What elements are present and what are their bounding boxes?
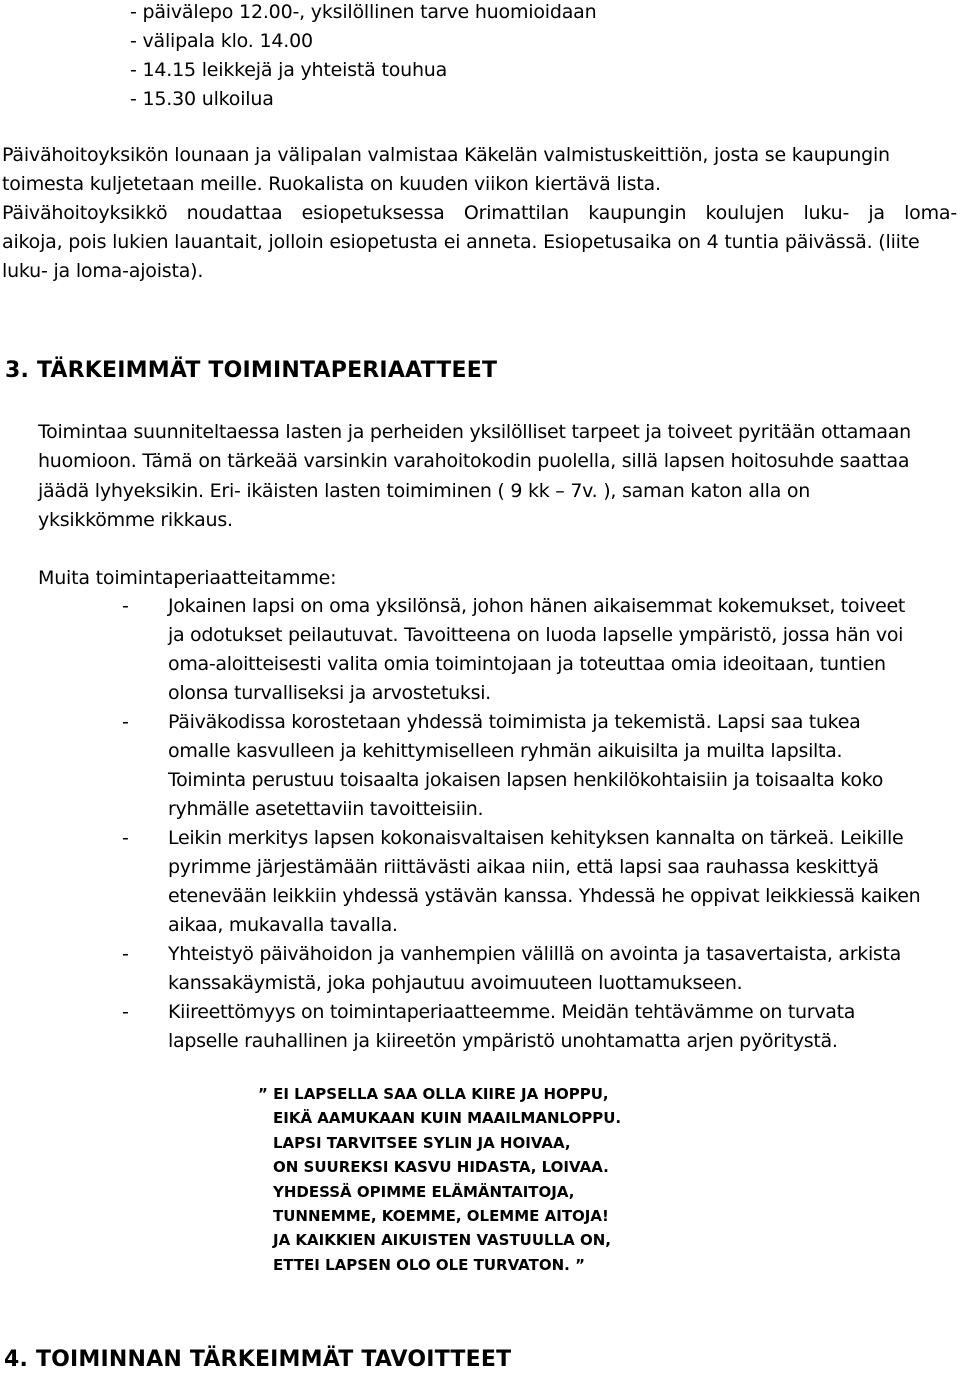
paragraph-line: luku- ja loma-ajoista). <box>2 260 204 282</box>
section-heading-3 <box>5 356 497 386</box>
list-item-line: lapselle rauhallinen ja kiireetön ympäristö unohtamatta arjen pyöritystä. <box>168 1030 838 1052</box>
poem-line: ETTEI LAPSEN OLO OLE TURVATON. ” <box>273 1255 585 1274</box>
list-dash: - <box>122 827 129 849</box>
section-title: TOIMINNAN TÄRKEIMMÄT TAVOITTEET <box>35 1347 512 1372</box>
poem-line: YHDESSÄ OPIMME ELÄMÄNTAITOJA, <box>273 1182 575 1201</box>
poem-line: TUNNEMME, KOEMME, OLEMME AITOJA! <box>273 1207 609 1226</box>
paragraph-line: aikoja, pois lukien lauantait, jolloin esiopetusta ei anneta. Esiopetusaika on 4 tuntia päivässä. (liite <box>2 231 920 253</box>
principles-list-heading: Muita toimintaperiaatteitamme: <box>38 567 337 589</box>
list-dash: - <box>122 943 129 965</box>
list-item-line: olonsa turvalliseksi ja arvostetuksi. <box>168 682 491 704</box>
paragraph-line: Päivähoitoyksikkö noudattaa esiopetuksessa Orimattilan kaupungin koulujen luku- ja loma- <box>2 202 957 224</box>
poem-quote <box>258 1082 621 1277</box>
list-item-line: Päiväkodissa korostetaan yhdessä toimimista ja tekemistä. Lapsi saa tukea <box>168 711 861 733</box>
list-item-line: pyrimme järjestämään riittävästi aikaa niin, että lapsi saa rauhassa keskittyä <box>168 856 879 878</box>
schedule-line: - välipala klo. 14.00 <box>130 30 313 52</box>
list-item-line: omalle kasvulleen ja kehittymiselleen ryhmän aikuisilta ja muilta lapsilta. <box>168 740 843 762</box>
section-heading-4 <box>4 1345 511 1375</box>
principles-list <box>122 592 958 1056</box>
principles-intro-paragraph <box>38 418 958 535</box>
schedule-line: - 14.15 leikkejä ja yhteistä touhua <box>130 59 448 81</box>
list-item-line: kanssakäymistä, joka pohjautuu avoimuuteen luottamukseen. <box>168 972 743 994</box>
list-item <box>122 998 958 1056</box>
list-dash: - <box>122 595 129 617</box>
poem-line: JA KAIKKIEN AIKUISTEN VASTUULLA ON, <box>273 1231 611 1250</box>
list-item <box>122 708 958 824</box>
paragraph-line: toimesta kuljetetaan meille. Ruokalista on kuuden viikon kiertävä lista. <box>2 173 661 195</box>
paragraph-line: Toimintaa suunniteltaessa lasten ja perheiden yksilölliset tarpeet ja toiveet pyritään ottamaan <box>38 421 911 443</box>
list-item-line: Toiminta perustuu toisaalta jokaisen lapsen henkilökohtaisiin ja toisaalta koko <box>168 769 884 791</box>
list-dash: - <box>122 711 129 733</box>
poem-line: LAPSI TARVITSEE SYLIN JA HOIVAA, <box>273 1133 571 1152</box>
list-item-line: oma-aloitteisesti valita omia toimintojaan ja toteuttaa omia ideoitaan, tuntien <box>168 653 886 675</box>
list-item-line: Jokainen lapsi on oma yksilönsä, johon hänen aikaisemmat kokemukset, toiveet <box>168 595 906 617</box>
section-number: 4. <box>4 1347 29 1372</box>
section-number: 3. <box>5 358 30 383</box>
list-item-line: Leikin merkitys lapsen kokonaisvaltaisen kehityksen kannalta on tärkeä. Leikille <box>168 827 904 849</box>
poem-line: ” EI LAPSELLA SAA OLLA KIIRE JA HOPPU, <box>258 1085 609 1103</box>
list-item <box>122 940 958 998</box>
paragraph-line: huomioon. Tämä on tärkeää varsinkin varahoitokodin puolella, sillä lapsen hoitosuhde saattaa <box>38 450 910 473</box>
schedule-line: - 15.30 ulkoilua <box>130 88 274 110</box>
paragraph-line: jäädä lyhyeksikin. Eri- ikäisten lasten toimiminen ( 9 kk – 7v. ), saman katon alla on <box>38 479 811 502</box>
list-item-line: Yhteistyö päivähoidon ja vanhempien välillä on avointa ja tasavertaista, arkista <box>168 943 902 965</box>
schedule-line: - päivälepo 12.00-, yksilöllinen tarve huomioidaan <box>130 1 597 23</box>
list-item <box>122 592 958 708</box>
list-dash: - <box>122 1001 129 1023</box>
list-item-line: etenevään leikkiin yhdessä ystävän kanssa. Yhdessä he oppivat leikkiessä kaiken <box>168 885 921 907</box>
paragraph-line: Päivähoitoyksikön lounaan ja välipalan valmistaa Käkelän valmistuskeittiön, josta se kaupungin <box>2 144 890 166</box>
list-item-line: aikaa, mukavalla tavalla. <box>168 914 398 936</box>
poem-line: EIKÄ AAMUKAAN KUIN MAAILMANLOPPU. <box>273 1109 622 1128</box>
list-item-line: ryhmälle asetettaviin tavoitteisiin. <box>168 798 484 820</box>
list-item <box>122 824 958 940</box>
section-title: TÄRKEIMMÄT TOIMINTAPERIAATTEET <box>36 358 498 383</box>
list-item-line: ja odotukset peilautuvat. Tavoitteena on luoda lapselle ympäristö, jossa hän voi <box>168 624 904 646</box>
meals-and-preschool-paragraph <box>2 141 957 286</box>
list-item-line: Kiireettömyys on toimintaperiaatteemme. Meidän tehtävämme on turvata <box>168 1001 856 1023</box>
poem-line: ON SUUREKSI KASVU HIDASTA, LOIVAA. <box>273 1158 609 1177</box>
paragraph-line: yksikkömme rikkaus. <box>38 508 233 531</box>
